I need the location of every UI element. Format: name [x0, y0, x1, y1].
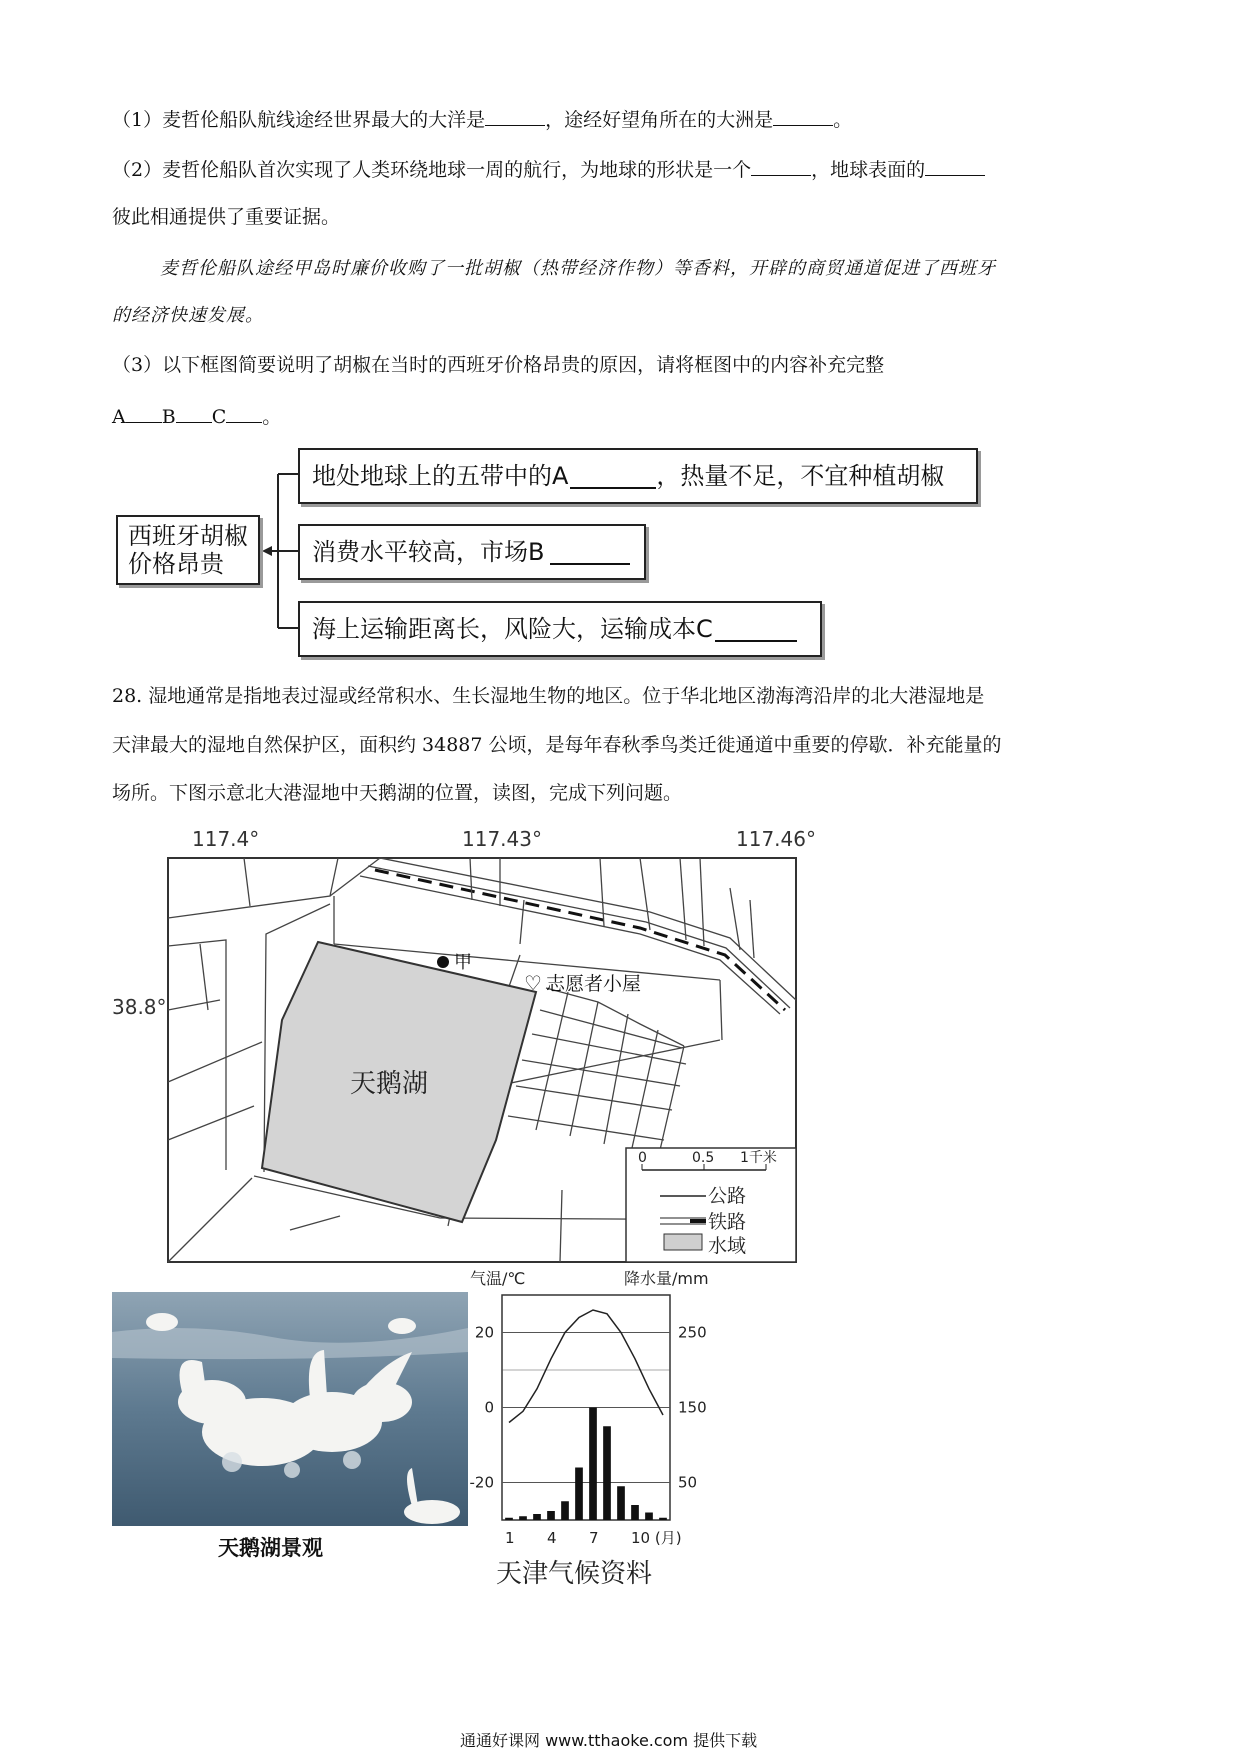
precip-bar [505, 1518, 513, 1520]
flow-box-2: 消费水平较高，市场B [298, 524, 646, 580]
q1-text-a: （1）麦哲伦船队航线途经世界最大的大洋是 [112, 109, 486, 131]
precip-bar [519, 1516, 527, 1520]
precip-bar [617, 1486, 625, 1520]
flow-box-1: 地处地球上的五带中的A ，热量不足，不宜种植胡椒 [298, 448, 978, 504]
scale-05: 0.5 [692, 1150, 715, 1166]
precip-bar [547, 1511, 555, 1520]
temp-tick-label: -20 [469, 1473, 494, 1492]
precip-tick-label: 50 [678, 1473, 698, 1492]
material-line-2: 的经济快速发展。 [112, 305, 264, 326]
precip-tick-label: 150 [678, 1398, 707, 1417]
q2-text-a: （2）麦哲伦船队首次实现了人类环绕地球一周的航行，为地球的形状是一个 [112, 159, 752, 181]
month-tick-label: 7 [589, 1529, 599, 1547]
footer: 通通好课网 www.tthaoke.com 提供下载 [460, 1731, 758, 1750]
month-tick-label: 10 (月) [631, 1529, 682, 1547]
precip-tick-label: 250 [678, 1323, 707, 1342]
lon-label-2: 117.43° [462, 827, 542, 851]
q1-end: 。 [833, 109, 853, 131]
precip-bar [603, 1426, 611, 1520]
temp-axis-label: 气温/℃ [470, 1269, 526, 1288]
temp-tick-label: 20 [474, 1323, 494, 1342]
precip-bar [659, 1518, 667, 1520]
question-3-blanks: A B C 。 [112, 402, 281, 430]
question-3: （3）以下框图简要说明了胡椒在当时的西班牙价格昂贵的原因，请将框图中的内容补充完整 [112, 354, 885, 376]
scale-1: 1千米 [740, 1150, 777, 1166]
precip-axis-label: 降水量/mm [624, 1269, 709, 1288]
lake-label: 天鹅湖 [350, 1069, 429, 1099]
question-28-line-3: 场所。下图示意北大港湿地中天鹅湖的位置，读图，完成下列问题。 [112, 782, 683, 804]
question-28-line-2: 天津最大的湿地自然保护区，面积约 34887 公顷，是每年春秋季鸟类迁徙通道中重要的停歇．补充能量的 [112, 734, 1002, 756]
flow-main-line-2: 价格昂贵 [128, 550, 224, 578]
material-line-1: 麦哲伦船队途经甲岛时廉价收购了一批胡椒（热带经济作物）等香料，开辟的商贸通道促进了西班牙 [160, 258, 996, 279]
flow-main-line-1: 西班牙胡椒 [128, 522, 248, 550]
volunteer-hut-label: 志愿者小屋 [546, 973, 642, 995]
month-tick-label: 1 [505, 1529, 515, 1547]
lon-label-1: 117.4° [192, 827, 260, 851]
lat-label: 38.8° [112, 995, 167, 1019]
q2-text-b: ，地球表面的 [811, 159, 926, 181]
legend-water-label: 水域 [708, 1235, 747, 1257]
photo-caption: 天鹅湖景观 [218, 1536, 323, 1560]
precip-bar [533, 1514, 541, 1520]
temp-tick-label: 0 [484, 1398, 494, 1417]
lon-label-3: 117.46° [736, 827, 816, 851]
legend-rail-label: 铁路 [708, 1211, 747, 1233]
precip-bar [589, 1408, 597, 1521]
q2-text-c: 彼此相通提供了重要证据。 [112, 206, 341, 228]
heart-icon: ♡ [524, 971, 542, 995]
point-jia-label: 甲 [454, 952, 472, 973]
scale-0: 0 [638, 1150, 647, 1166]
q1-text-b: ，途经好望角所在的大洲是 [545, 109, 774, 131]
precip-bar [561, 1501, 569, 1520]
precip-bar [631, 1505, 639, 1520]
month-tick-label: 4 [547, 1529, 557, 1547]
climate-caption: 天津气候资料 [496, 1559, 653, 1589]
flow-box-3: 海上运输距离长，风险大，运输成本C [298, 601, 822, 657]
precip-bar [645, 1513, 653, 1521]
legend-road-label: 公路 [708, 1185, 747, 1207]
question-28-line-1: 28. 湿地通常是指地表过湿或经常积水、生长湿地生物的地区。位于华北地区渤海湾沿岸的北大港湿地是 [112, 685, 985, 707]
precip-bar [575, 1468, 583, 1521]
